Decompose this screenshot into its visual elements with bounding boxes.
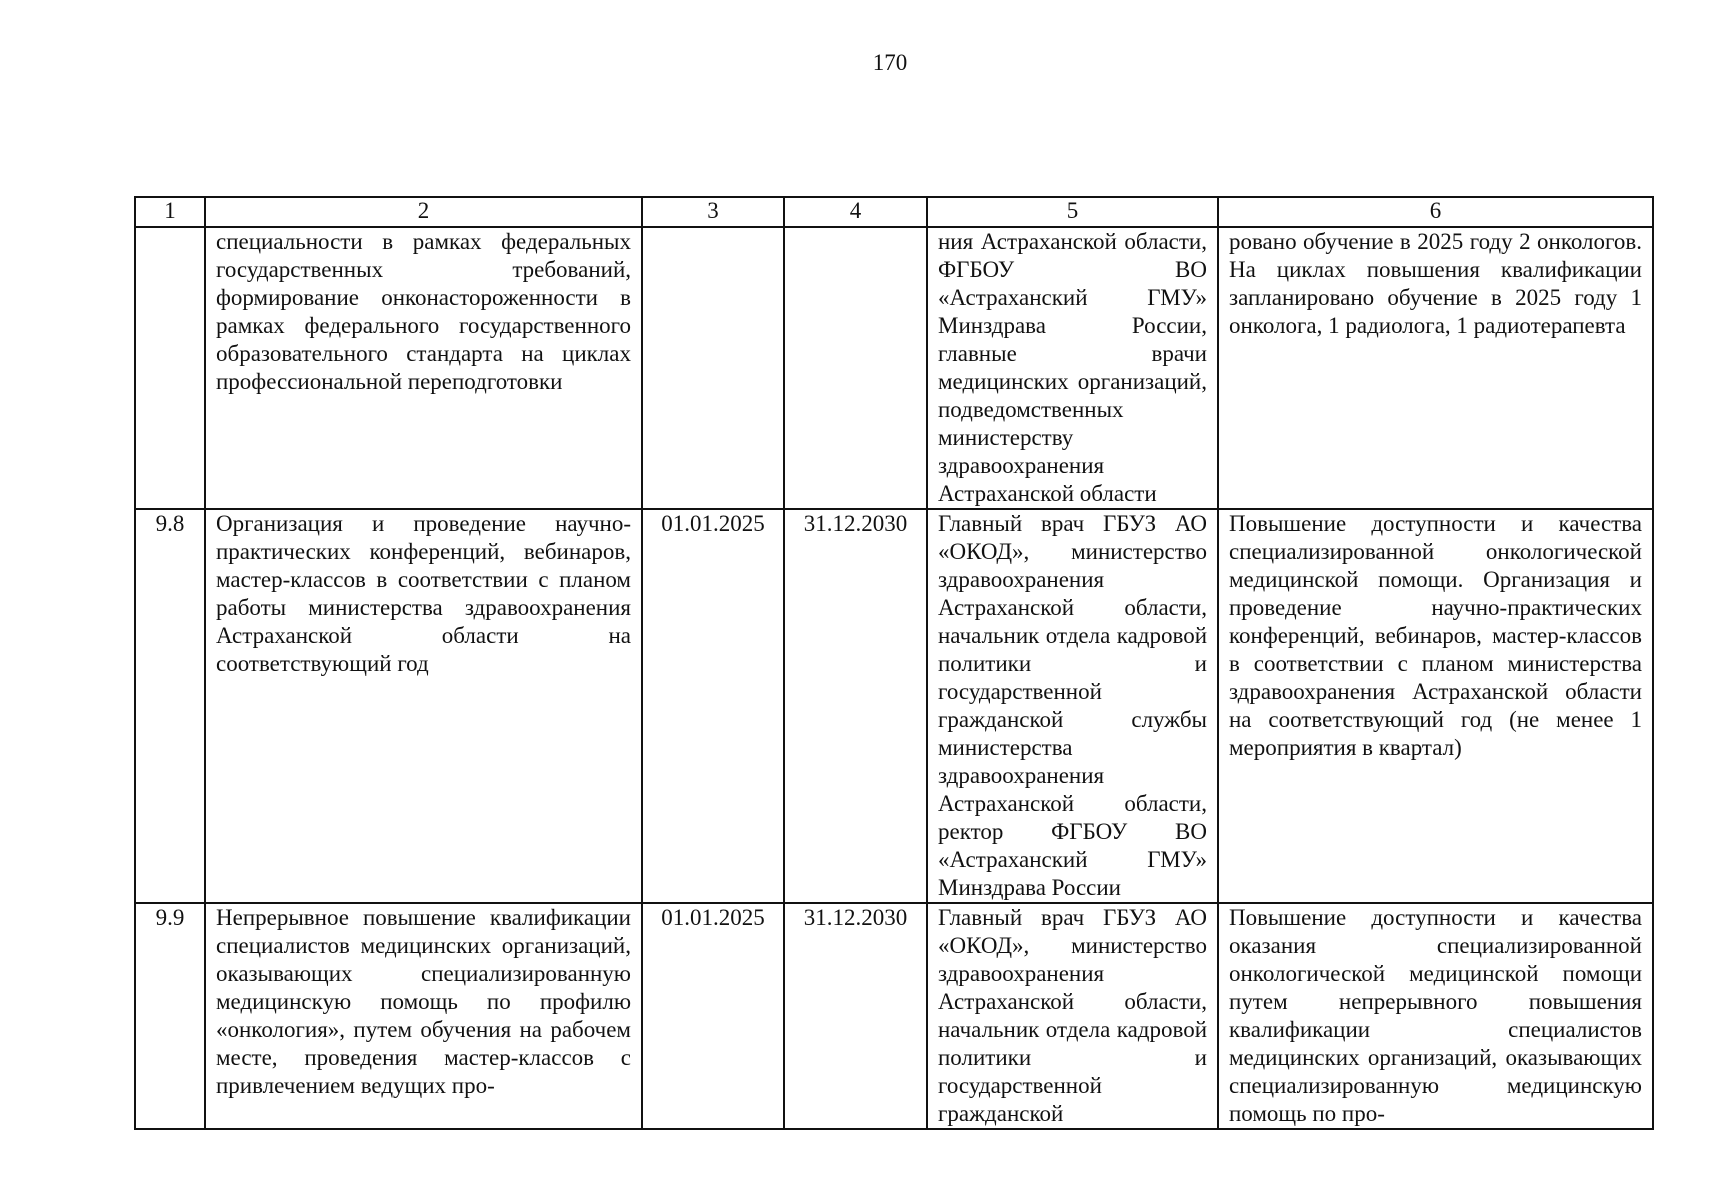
responsible-cell: Главный врач ГБУЗ АО «ОКОД», министерство здравоохранения Астраханской области, начальник отдела кадровой политики и государственной гражданской [927, 903, 1218, 1129]
table-row [135, 227, 1653, 509]
start-date-cell: 01.01.2025 [642, 903, 784, 1129]
start-date-cell [642, 227, 784, 509]
column-header-6: 6 [1218, 197, 1653, 227]
end-date-cell: 31.12.2030 [784, 509, 927, 903]
column-header-4: 4 [784, 197, 927, 227]
end-date-cell [784, 227, 927, 509]
event-cell: Непрерывное повышение квалификации специалистов медицинских организаций, оказывающих специализированную медицинскую помощь по профилю «онкология», путем обучения на рабочем месте, проведения мастер-классов с привлечением ведущих про- [205, 903, 642, 1129]
end-date-cell: 31.12.2030 [784, 903, 927, 1129]
row-number [135, 227, 205, 509]
event-cell: Организация и проведение научно-практических конференций, вебинаров, мастер-классов в соответствии с планом работы министерства здравоохранения Астраханской области на соответствующий год [205, 509, 642, 903]
row-number: 9.8 [135, 509, 205, 903]
result-cell: ровано обучение в 2025 году 2 онкологов. На циклах повышения квалификации запланировано обучение в 2025 году 1 онколога, 1 радиолога, 1 радиотерапевта [1218, 227, 1653, 509]
column-header-2: 2 [205, 197, 642, 227]
responsible-cell: ния Астраханской области, ФГБОУ ВО «Астраханский ГМУ» Минздрава России, главные врачи медицинских организаций, подведомственных министерству здравоохранения Астраханской области [927, 227, 1218, 509]
result-cell: Повышение доступности и качества специализированной онкологической медицинской помощи. Организация и проведение научно-практических конференций, вебинаров, мастер-классов в соответствии с планом министерства здравоохранения Астраханской области на соответствующий год (не менее 1 мероприятия в квартал) [1218, 509, 1653, 903]
result-cell: Повышение доступности и качества оказания специализированной онкологической медицинской помощи путем непрерывного повышения квалификации специалистов медицинских организаций, оказывающих специализированную медицинскую помощь по про- [1218, 903, 1653, 1129]
row-number: 9.9 [135, 903, 205, 1129]
column-header-3: 3 [642, 197, 784, 227]
page-number: 170 [872, 50, 908, 75]
table-row [135, 903, 1653, 1129]
column-header-1: 1 [135, 197, 205, 227]
column-header-5: 5 [927, 197, 1218, 227]
start-date-cell: 01.01.2025 [642, 509, 784, 903]
table-row [135, 509, 1653, 903]
activities-table [134, 196, 1654, 1130]
event-cell: специальности в рамках федеральных государственных требований, формирование онконастороженности в рамках федерального государственного образовательного стандарта на циклах профессиональной переподготовки [205, 227, 642, 509]
responsible-cell: Главный врач ГБУЗ АО «ОКОД», министерство здравоохранения Астраханской области, начальник отдела кадровой политики и государственной гражданской службы министерства здравоохранения Астраханской области, ректор ФГБОУ ВО «Астраханский ГМУ» Минздрава России [927, 509, 1218, 903]
header-row [135, 197, 1653, 227]
